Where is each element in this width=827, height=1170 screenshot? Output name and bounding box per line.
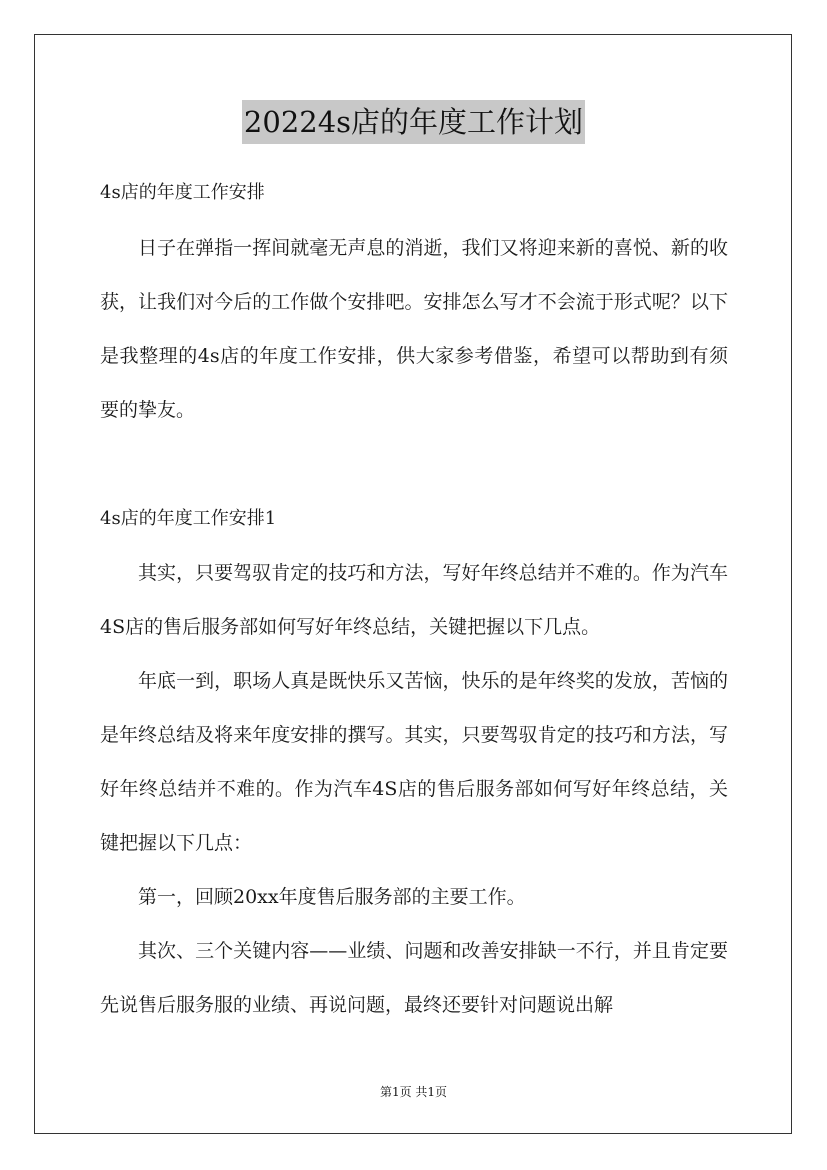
document-title-wrap: [0, 100, 827, 144]
section-heading-1: 4s店的年度工作安排1: [100, 508, 277, 529]
intro-paragraph: 日子在弹指一挥间就毫无声息的消逝，我们又将迎来新的喜悦、新的收获，让我们对今后的工作做个安排吧。安排怎么写才不会流于形式呢？以下是我整理的4s店的年度工作安排，供大家参考借鉴，希望可以帮助到有须要的挚友。: [100, 237, 728, 421]
section-heading: 4s店的年度工作安排: [100, 182, 265, 203]
body-paragraph: 其次、三个关键内容——业绩、问题和改善安排缺一不行，并且肯定要先说售后服务服的业绩、再说问题，最终还要针对问题说出解: [100, 940, 728, 1016]
body-paragraph: 第一，回顾20xx年度售后服务部的主要工作。: [138, 886, 526, 908]
document-title: 20224s店的年度工作计划: [242, 100, 585, 144]
body-paragraph: 其实，只要驾驭肯定的技巧和方法，写好年终总结并不难的。作为汽车4S店的售后服务部如何写好年终总结，关键把握以下几点。: [100, 562, 728, 638]
page-footer: 第1页 共1页: [379, 1085, 448, 1099]
body-paragraph: 年底一到，职场人真是既快乐又苦恼，快乐的是年终奖的发放，苦恼的是年终总结及将来年度安排的撰写。其实，只要驾驭肯定的技巧和方法，写好年终总结并不难的。作为汽车4S店的售后服务部如何写好年终总结，关键把握以下几点：: [100, 670, 728, 854]
